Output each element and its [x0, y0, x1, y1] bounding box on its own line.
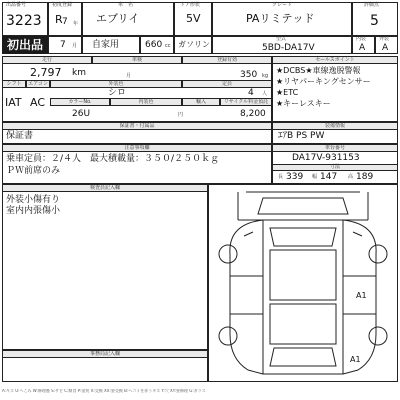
wheel-rear-right [369, 327, 387, 345]
reg-header: 登録有効 [182, 56, 272, 64]
warranty-text: 保証書 [6, 131, 34, 141]
damage-mark-1: A1 [356, 291, 367, 300]
grade-value: PAリミテッド [246, 12, 315, 25]
equipment-text: ｴｱB PS PW [278, 131, 325, 141]
year-suffix: 年 [73, 21, 79, 27]
mileage-header: 走行 [2, 56, 92, 64]
displacement-value: 660 [145, 40, 163, 50]
recycle-fee: 8,200 [240, 109, 266, 119]
wheel-front-right [369, 245, 387, 263]
width-label: 幅 [312, 174, 318, 180]
sales-point-3: ★ETC [276, 88, 299, 97]
wheel-rear-left [219, 327, 237, 345]
vehicle-diagram [208, 184, 398, 382]
sales-point-header: セールスポイント [272, 56, 398, 64]
lot-number: 3223 [6, 13, 42, 29]
color-number: 26U [72, 109, 91, 119]
type-code: 5BD-DA17V [262, 43, 315, 53]
footer-legend: A:キズ U:へこみ W:修理歴 S:サビ C:腐食 P:塗装 X:交換 XX:要交換 B:ヘコミを伴うキズ Y:穴 XY:要修理 G:ガラス [2, 389, 206, 393]
mileage-unit: km [72, 68, 86, 78]
ac-header: エアコン [26, 80, 50, 88]
exterior-score: A [382, 43, 389, 53]
interior-label: 内装 [356, 36, 367, 42]
displacement-unit: cc [165, 43, 171, 49]
interior-color-header: 内装色 [110, 98, 182, 106]
inspector-header: 検査員記入欄 [2, 184, 208, 192]
inspection-month: 月 [126, 73, 132, 79]
score-label: 評価点 [364, 2, 380, 8]
equipment-header: 装備情報 [272, 122, 398, 130]
color-no-header: カラーNo. [50, 98, 110, 106]
color-name: シロ [108, 88, 127, 98]
inspection-header: 車検 [92, 56, 182, 64]
year-label: 初度登録 [52, 2, 73, 8]
ac-value: AC [30, 96, 46, 109]
load-value: 350 [240, 70, 258, 80]
grade-label: グレード [272, 2, 293, 8]
year-number: 7 [62, 17, 68, 27]
interior-score: A [359, 43, 366, 53]
damage-mark-2: A1 [350, 355, 361, 364]
doors-label: ドア形状 [180, 2, 200, 8]
load-unit: kg [262, 73, 269, 79]
load-header: 定員 [182, 80, 272, 88]
seats-value: 4 [248, 88, 254, 98]
recycle-unit: 円 [178, 112, 184, 118]
shift-value: IAT [5, 96, 22, 109]
shift-header: シフト [2, 80, 26, 88]
notes-line-2: ＰＷ前席のみ [6, 166, 61, 176]
color-header: 外装色 [50, 80, 182, 88]
len-value: 339 [286, 172, 304, 182]
sales-point-4: ★キーレスキー [276, 99, 331, 108]
mileage-value: 2,797 [30, 66, 62, 79]
chassis-header: 車台番号 [272, 144, 398, 152]
recycle-header: リサイクル料金預託 [220, 98, 272, 106]
inspection-line-1: 外装小傷有り [6, 195, 61, 205]
notes-header: 注意事項欄 [2, 144, 272, 152]
import-header: 輸入 [182, 98, 220, 106]
doors-value: 5V [186, 12, 201, 25]
car-name: エブリイ [96, 12, 140, 25]
usage-value: 自家用 [92, 40, 120, 50]
len-label: 長 [278, 174, 284, 180]
car-name-label: 車 名 [118, 2, 134, 8]
chassis-number: DA17V-931153 [292, 153, 360, 163]
sales-point-1: ★DCBS★車線逸脱警報 [276, 66, 361, 75]
size-header: 寸法 [272, 164, 398, 171]
height-value: 189 [356, 172, 374, 182]
year-era: R [55, 13, 63, 26]
wheel-front-left [219, 245, 237, 263]
month-number: 7 [60, 40, 66, 50]
inspection-line-2: 室内内張傷小 [6, 206, 61, 216]
sales-point-2: ★リヤパーキングセンサー [276, 77, 371, 86]
month-suffix: 月 [72, 43, 78, 49]
docs-header: 保証書・付属品 [2, 122, 272, 130]
type-label: 型式 [276, 36, 287, 42]
width-value: 147 [320, 172, 338, 182]
lot-no-label: 出品番号 [6, 2, 27, 8]
first-listing-badge: 初出品 [2, 36, 48, 54]
fuel-value: ガソリン [178, 40, 210, 49]
office-header: 事務局記入欄 [2, 350, 208, 358]
notes-line-1: 乗車定員：２/４人 最大積載量：３５０/２５０ｋｇ [6, 154, 220, 164]
score-value: 5 [370, 13, 379, 29]
height-label: 高 [348, 174, 354, 180]
exterior-label: 外装 [379, 36, 390, 42]
seats-unit: 人 [262, 91, 268, 97]
